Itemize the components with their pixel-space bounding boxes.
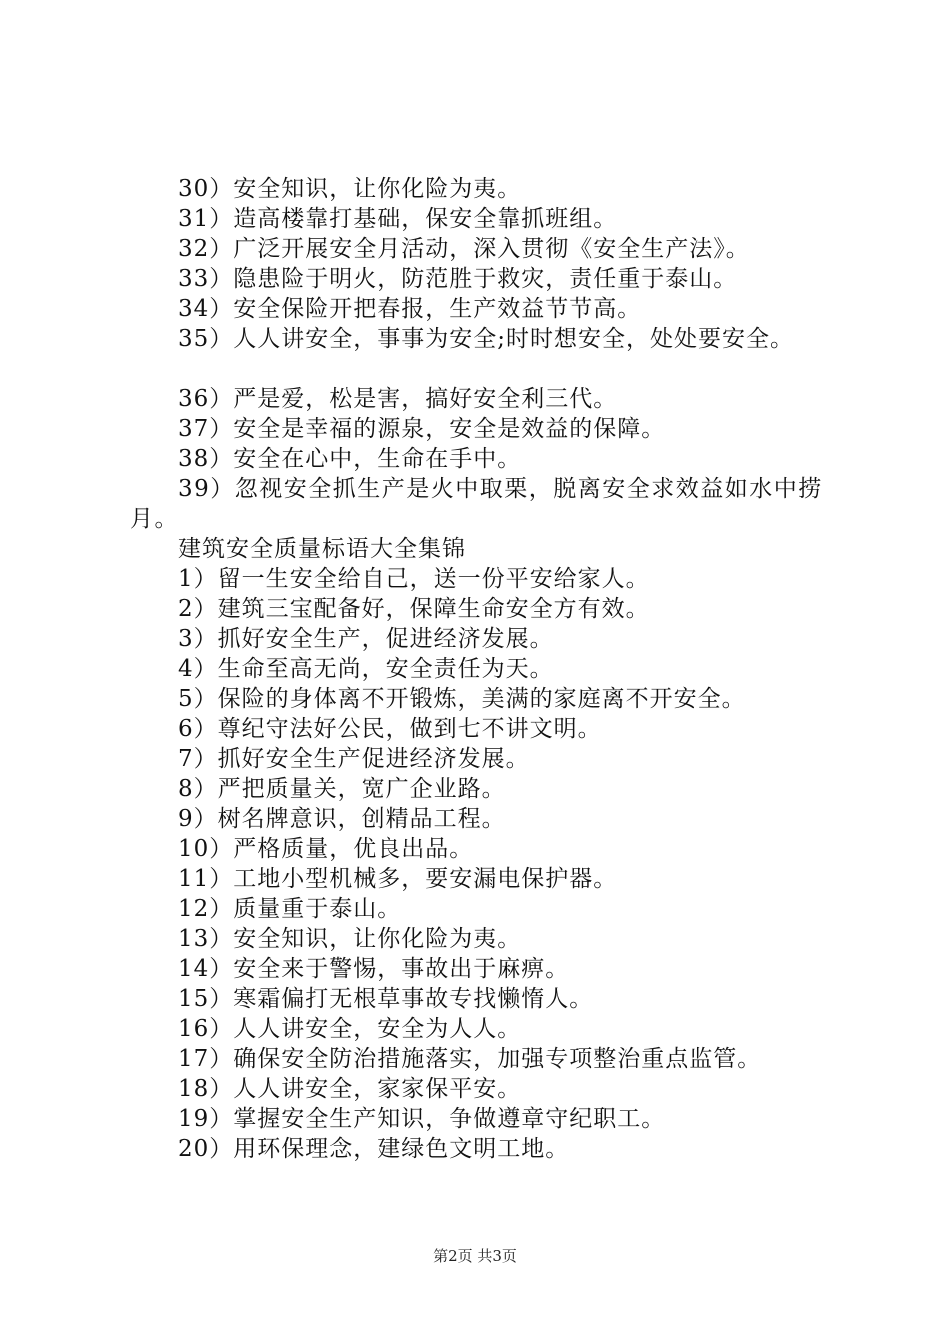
list-item: 32）广泛开展安全月活动，深入贯彻《安全生产法》。 — [178, 236, 750, 262]
list-item: 8）严把质量关，宽广企业路。 — [178, 776, 506, 802]
list-item: 38）安全在心中，生命在手中。 — [178, 446, 522, 472]
page-number-footer: 第2页 共3页 — [433, 1247, 517, 1265]
list-item: 5）保险的身体离不开锻炼，美满的家庭离不开安全。 — [178, 686, 746, 712]
list-item: 1）留一生安全给自己，送一份平安给家人。 — [178, 566, 650, 592]
list-item: 20）用环保理念，建绿色文明工地。 — [178, 1136, 570, 1162]
slogan-list-part-2 — [130, 384, 830, 474]
list-item: 13）安全知识，让你化险为夷。 — [178, 926, 522, 952]
list-item: 16）人人讲安全，安全为人人。 — [178, 1016, 522, 1042]
list-item: 7）抓好安全生产促进经济发展。 — [178, 746, 530, 772]
list-item: 14）安全来于警惕，事故出于麻痹。 — [178, 956, 570, 982]
paragraph-gap — [130, 354, 830, 384]
list-item: 4）生命至高无尚，安全责任为天。 — [178, 656, 554, 682]
list-item: 11）工地小型机械多，要安漏电保护器。 — [178, 866, 618, 892]
list-item-wrapped: 39）忽视安全抓生产是火中取栗，脱离安全求效益如水中捞月。 — [130, 476, 823, 532]
list-item: 3）抓好安全生产，促进经济发展。 — [178, 626, 554, 652]
list-item: 9）树名牌意识，创精品工程。 — [178, 806, 506, 832]
list-item: 18）人人讲安全，家家保平安。 — [178, 1076, 522, 1102]
document-body — [130, 174, 830, 1164]
list-item: 6）尊纪守法好公民，做到七不讲文明。 — [178, 716, 602, 742]
construction-slogan-list — [130, 564, 830, 1164]
list-item: 35）人人讲安全，事事为安全;时时想安全，处处要安全。 — [178, 326, 795, 352]
list-item: 33）隐患险于明火，防范胜于救灾，责任重于泰山。 — [178, 266, 738, 292]
list-item: 2）建筑三宝配备好，保障生命安全方有效。 — [178, 596, 650, 622]
list-item: 37）安全是幸福的源泉，安全是效益的保障。 — [178, 416, 666, 442]
list-item: 31）造高楼靠打基础，保安全靠抓班组。 — [178, 206, 618, 232]
list-item: 17）确保安全防治措施落实，加强专项整治重点监管。 — [178, 1046, 762, 1072]
slogan-list-part-1 — [130, 174, 830, 354]
list-item: 19）掌握安全生产知识，争做遵章守纪职工。 — [178, 1106, 666, 1132]
list-item: 12）质量重于泰山。 — [178, 896, 402, 922]
list-item: 30）安全知识，让你化险为夷。 — [178, 176, 522, 202]
list-item: 15）寒霜偏打无根草事故专找懒惰人。 — [178, 986, 594, 1012]
list-item: 36）严是爱，松是害，搞好安全利三代。 — [178, 386, 618, 412]
list-item: 10）严格质量，优良出品。 — [178, 836, 474, 862]
list-item: 34）安全保险开把春报，生产效益节节高。 — [178, 296, 642, 322]
section-title: 建筑安全质量标语大全集锦 — [178, 536, 466, 562]
